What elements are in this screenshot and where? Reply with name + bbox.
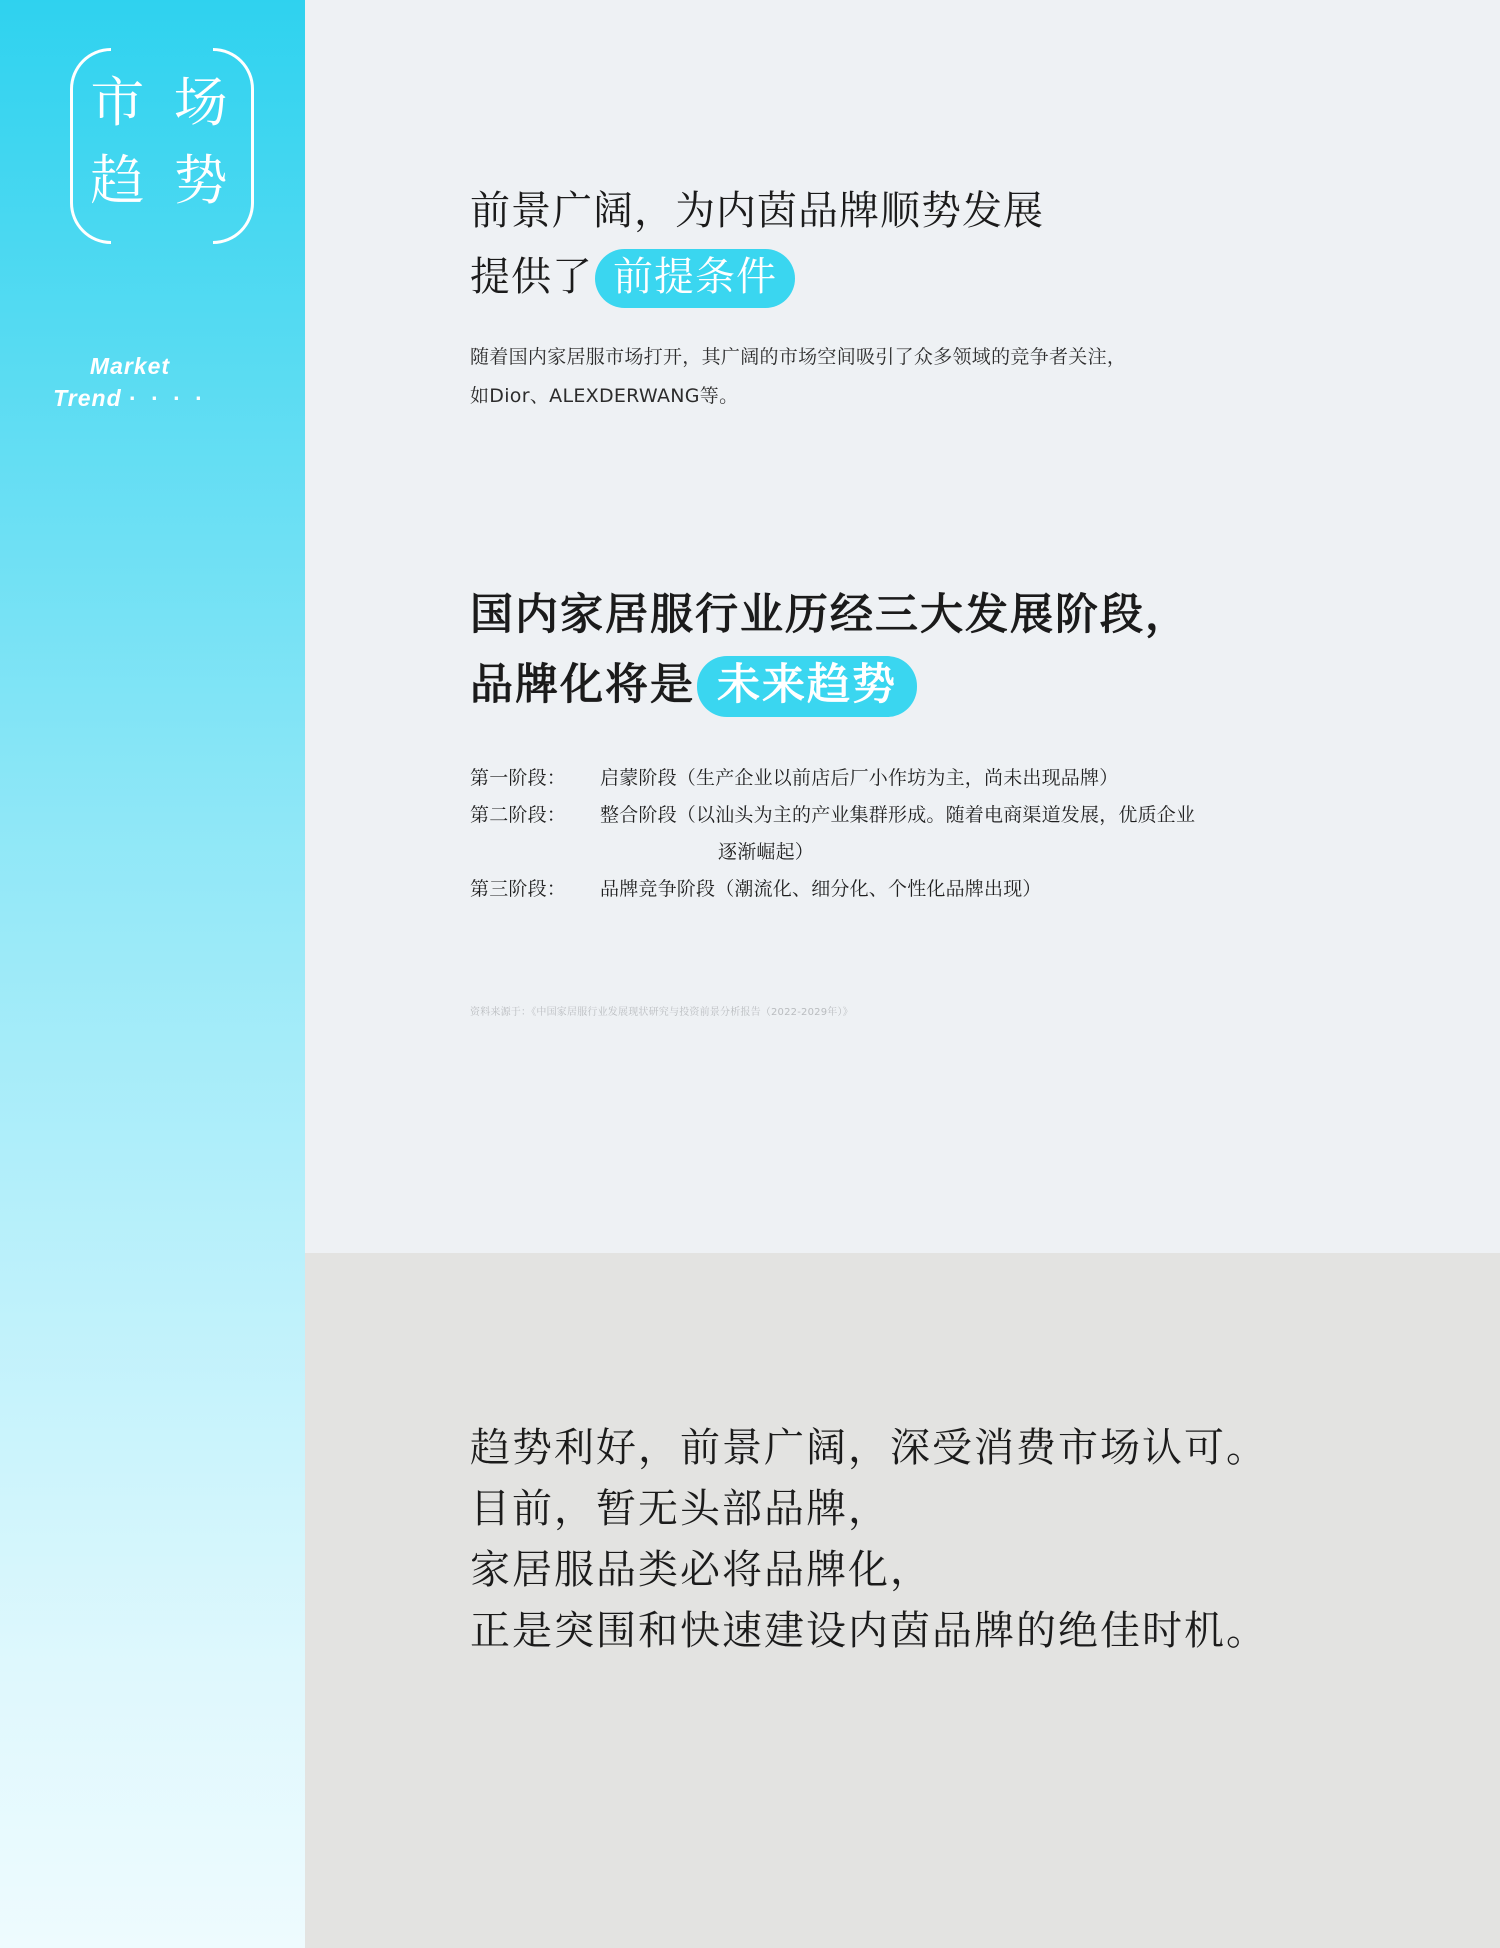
section-two-headline: [470, 580, 1410, 720]
conclusion-line-4: 正是突围和快速建设内茵品牌的绝佳时机。: [470, 1608, 1268, 1654]
section-title-en-line-1: Market: [89, 353, 171, 379]
headline-line-1: 国内家居服行业历经三大发展阶段，: [470, 590, 1190, 640]
conclusion-line-2: 目前，暂无头部品牌，: [470, 1486, 890, 1532]
source-note: 资料来源于：《中国家居服行业发展现状研究与投资前景分析报告（2022-2029年）》: [470, 1007, 853, 1018]
headline-line-1: 前景广阔，为内茵品牌顺势发展: [470, 188, 1044, 234]
list-item: [470, 797, 1410, 871]
headline-line-2-prefix: 品牌化将是: [470, 660, 695, 710]
section-logo: [62, 48, 262, 238]
section-one-headline: [470, 178, 1410, 310]
conclusion-block: [470, 1418, 1430, 1662]
list-item: [470, 871, 1410, 908]
stage-description: [600, 797, 1410, 871]
headline-highlight-badge: 前提条件: [595, 249, 795, 308]
section-two: [470, 580, 1410, 908]
section-title-en: [0, 350, 260, 414]
stage-list: [470, 760, 1410, 908]
body-line-1: 随着国内家居服市场打开，其广阔的市场空间吸引了众多领域的竞争者关注，: [470, 346, 1127, 368]
section-title-en-line-2: Trend: [53, 385, 122, 411]
stage-label: 第一阶段：: [470, 767, 567, 789]
conclusion-line-1: 趋势利好，前景广阔，深受消费市场认可。: [470, 1425, 1268, 1471]
conclusion-line-3: 家居服品类必将品牌化，: [470, 1547, 932, 1593]
headline-line-2: [470, 650, 1410, 720]
decorative-dots: · · · ·: [129, 385, 207, 411]
stage-label: 第三阶段：: [470, 878, 567, 900]
stage-label: 第二阶段：: [470, 804, 567, 826]
stage-description: 启蒙阶段（生产企业以前店后厂小作坊为主，尚未出现品牌）: [600, 767, 1119, 789]
body-line-2: 如Dior、ALEXDERWANG等。: [470, 385, 739, 407]
section-title-line-2: 趋 势: [90, 149, 234, 212]
section-title-line-1: 市 场: [90, 71, 234, 134]
section-one-body: [470, 338, 1410, 416]
section-one: [470, 178, 1410, 416]
stage-description-line-2: 逐渐崛起）: [718, 841, 815, 863]
headline-line-2: [470, 244, 1410, 310]
stage-description: 品牌竞争阶段（潮流化、细分化、个性化品牌出现）: [600, 878, 1042, 900]
headline-highlight-badge: 未来趋势: [697, 656, 917, 717]
section-title-en-line-2-wrap: [0, 382, 260, 414]
sidebar-band: [0, 0, 305, 1948]
section-title-cn: [62, 64, 262, 220]
list-item: [470, 760, 1410, 797]
stage-description-line-1: 整合阶段（以汕头为主的产业集群形成。随着电商渠道发展，优质企业: [600, 804, 1196, 826]
headline-line-2-prefix: 提供了: [470, 254, 593, 300]
